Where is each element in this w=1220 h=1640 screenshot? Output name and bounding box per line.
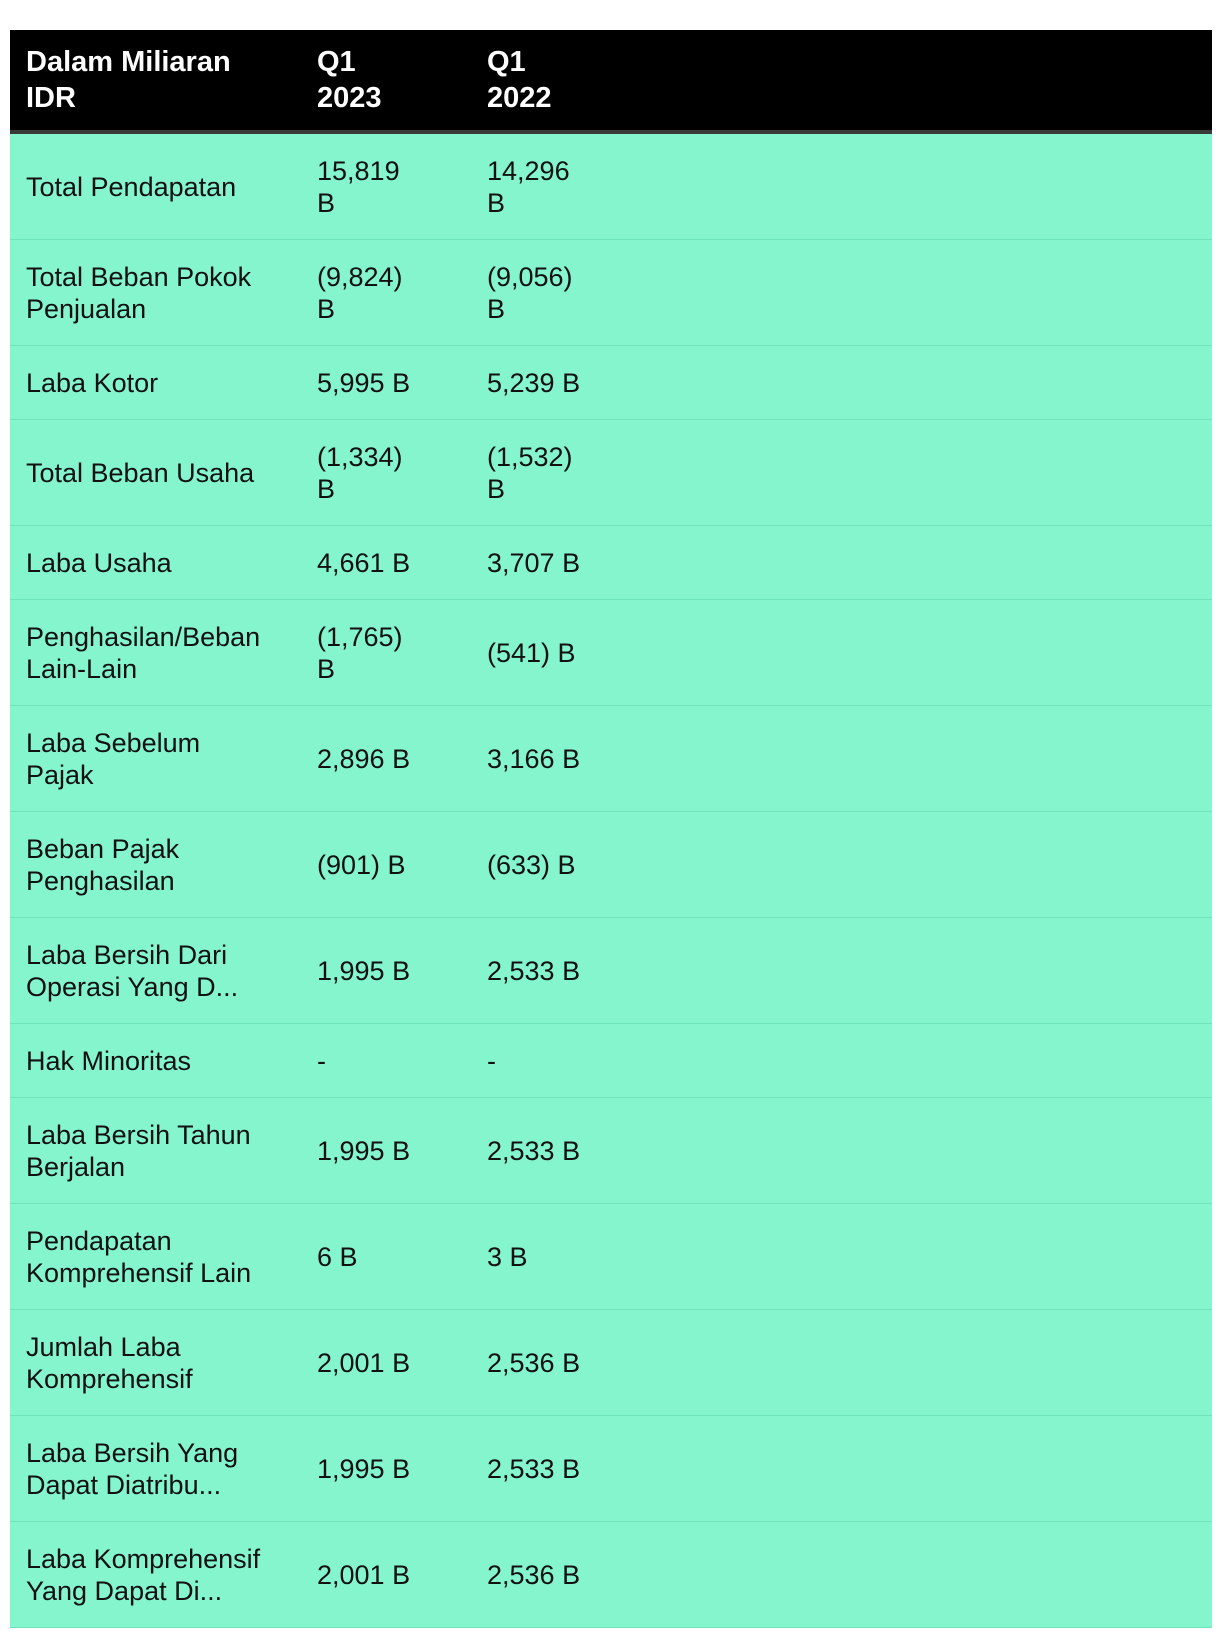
row-value-q1-2023 [317,1559,487,1591]
value-q1-2022-line: 3,166 B [487,743,581,774]
header-q1-2023-line: 2023 [317,82,382,114]
value-q1-2023-line: 5,995 B [317,367,411,398]
row-label [10,939,317,1003]
row-label-line: Pajak [26,759,94,790]
row-value-q1-2023 [317,743,487,775]
row-label [10,547,317,579]
header-q1-2022-line: 2022 [487,82,552,114]
row-label-line: Penjualan [26,293,147,324]
value-q1-2023-line: - [317,1045,326,1076]
table-row [10,1024,1212,1098]
row-value-q1-2023 [317,367,487,399]
row-label-line: Dapat Diatribu... [26,1469,222,1500]
row-value-q1-2022 [487,1453,657,1485]
row-value-q1-2022 [487,155,657,219]
row-label-line: Laba Komprehensif [26,1543,261,1574]
header-col-unit [10,44,317,116]
row-value-q1-2022 [487,547,657,579]
row-value-q1-2022 [487,637,657,669]
value-q1-2022-line: 3 B [487,1241,528,1272]
header-unit-line: Dalam Miliaran [26,46,231,78]
row-value-q1-2023 [317,547,487,579]
row-label-line: Laba Kotor [26,367,159,398]
row-label [10,727,317,791]
table-row [10,600,1212,706]
row-value-q1-2023 [317,1135,487,1167]
value-q1-2023-line: B [317,473,336,504]
row-label [10,367,317,399]
row-value-q1-2023 [317,1347,487,1379]
table-header [10,30,1212,134]
table-row [10,1310,1212,1416]
header-q1-2022-line: Q1 [487,46,526,78]
value-q1-2022-line: 2,533 B [487,955,581,986]
value-q1-2022-line: (541) B [487,637,576,668]
row-label [10,1045,317,1077]
table-row [10,706,1212,812]
table-row [10,812,1212,918]
row-value-q1-2023 [317,155,487,219]
row-value-q1-2022 [487,367,657,399]
row-label-line: Jumlah Laba [26,1331,181,1362]
value-q1-2023-line: 2,001 B [317,1559,411,1590]
table-row [10,526,1212,600]
row-label-line: Penghasilan [26,865,175,896]
row-value-q1-2022 [487,955,657,987]
value-q1-2023-line: 1,995 B [317,955,411,986]
table-row [10,134,1212,240]
row-label-line: Laba Usaha [26,547,172,578]
value-q1-2023-line: 4,661 B [317,547,411,578]
value-q1-2023-line: (901) B [317,849,406,880]
row-label-line: Komprehensif Lain [26,1257,252,1288]
value-q1-2022-line: - [487,1045,496,1076]
value-q1-2022-line: B [487,293,506,324]
row-value-q1-2022 [487,849,657,881]
row-label [10,261,317,325]
row-label [10,1331,317,1395]
row-label-line: Laba Bersih Yang [26,1437,239,1468]
value-q1-2022-line: 14,296 [487,155,570,186]
row-value-q1-2023 [317,1045,487,1077]
row-label [10,833,317,897]
row-value-q1-2022 [487,1241,657,1273]
row-value-q1-2022 [487,261,657,325]
row-label-line: Operasi Yang D... [26,971,239,1002]
row-value-q1-2022 [487,1135,657,1167]
table-row [10,1522,1212,1628]
value-q1-2023-line: B [317,653,336,684]
header-col-q1-2023 [317,44,487,116]
table-row [10,918,1212,1024]
value-q1-2023-line: 1,995 B [317,1135,411,1166]
row-label [10,1437,317,1501]
value-q1-2023-line: (1,334) [317,441,403,472]
row-label [10,1119,317,1183]
value-q1-2022-line: (633) B [487,849,576,880]
row-label-line: Yang Dapat Di... [26,1575,223,1606]
value-q1-2023-line: 15,819 [317,155,400,186]
value-q1-2022-line: 2,533 B [487,1453,581,1484]
row-label-line: Total Beban Usaha [26,457,255,488]
row-value-q1-2022 [487,743,657,775]
value-q1-2023-line: 2,896 B [317,743,411,774]
value-q1-2022-line: (1,532) [487,441,573,472]
income-statement-table [10,30,1212,1628]
row-label-line: Komprehensif [26,1363,193,1394]
row-value-q1-2022 [487,1559,657,1591]
row-label-line: Hak Minoritas [26,1045,192,1076]
row-label [10,1225,317,1289]
row-label [10,621,317,685]
row-label-line: Laba Sebelum [26,727,201,758]
value-q1-2022-line: 2,536 B [487,1559,581,1590]
row-value-q1-2023 [317,621,487,685]
row-label-line: Laba Bersih Dari [26,939,228,970]
table-row [10,420,1212,526]
table-row [10,1204,1212,1310]
row-value-q1-2023 [317,849,487,881]
row-value-q1-2022 [487,1045,657,1077]
row-label [10,457,317,489]
value-q1-2023-line: B [317,293,336,324]
value-q1-2022-line: 5,239 B [487,367,581,398]
row-label-line: Beban Pajak [26,833,180,864]
value-q1-2023-line: 1,995 B [317,1453,411,1484]
table-row [10,1416,1212,1522]
table-row [10,1098,1212,1204]
row-label-line: Pendapatan [26,1225,172,1256]
value-q1-2023-line: (1,765) [317,621,403,652]
table-row [10,240,1212,346]
row-value-q1-2023 [317,1241,487,1273]
row-label-line: Lain-Lain [26,653,138,684]
row-value-q1-2023 [317,955,487,987]
row-value-q1-2022 [487,441,657,505]
row-value-q1-2023 [317,441,487,505]
value-q1-2022-line: B [487,187,506,218]
value-q1-2022-line: 2,536 B [487,1347,581,1378]
header-q1-2023-line: Q1 [317,46,356,78]
table-body [10,134,1212,1628]
row-label [10,1543,317,1607]
row-label [10,171,317,203]
value-q1-2023-line: (9,824) [317,261,403,292]
row-value-q1-2022 [487,1347,657,1379]
value-q1-2022-line: 2,533 B [487,1135,581,1166]
value-q1-2023-line: 2,001 B [317,1347,411,1378]
row-label-line: Berjalan [26,1151,126,1182]
value-q1-2023-line: 6 B [317,1241,358,1272]
header-col-q1-2022 [487,44,657,116]
row-value-q1-2023 [317,1453,487,1485]
value-q1-2023-line: B [317,187,336,218]
row-label-line: Total Beban Pokok [26,261,252,292]
value-q1-2022-line: 3,707 B [487,547,581,578]
header-unit-line: IDR [26,82,76,114]
row-label-line: Total Pendapatan [26,171,237,202]
row-value-q1-2023 [317,261,487,325]
value-q1-2022-line: (9,056) [487,261,573,292]
row-label-line: Penghasilan/Beban [26,621,261,652]
row-label-line: Laba Bersih Tahun [26,1119,251,1150]
value-q1-2022-line: B [487,473,506,504]
table-row [10,346,1212,420]
